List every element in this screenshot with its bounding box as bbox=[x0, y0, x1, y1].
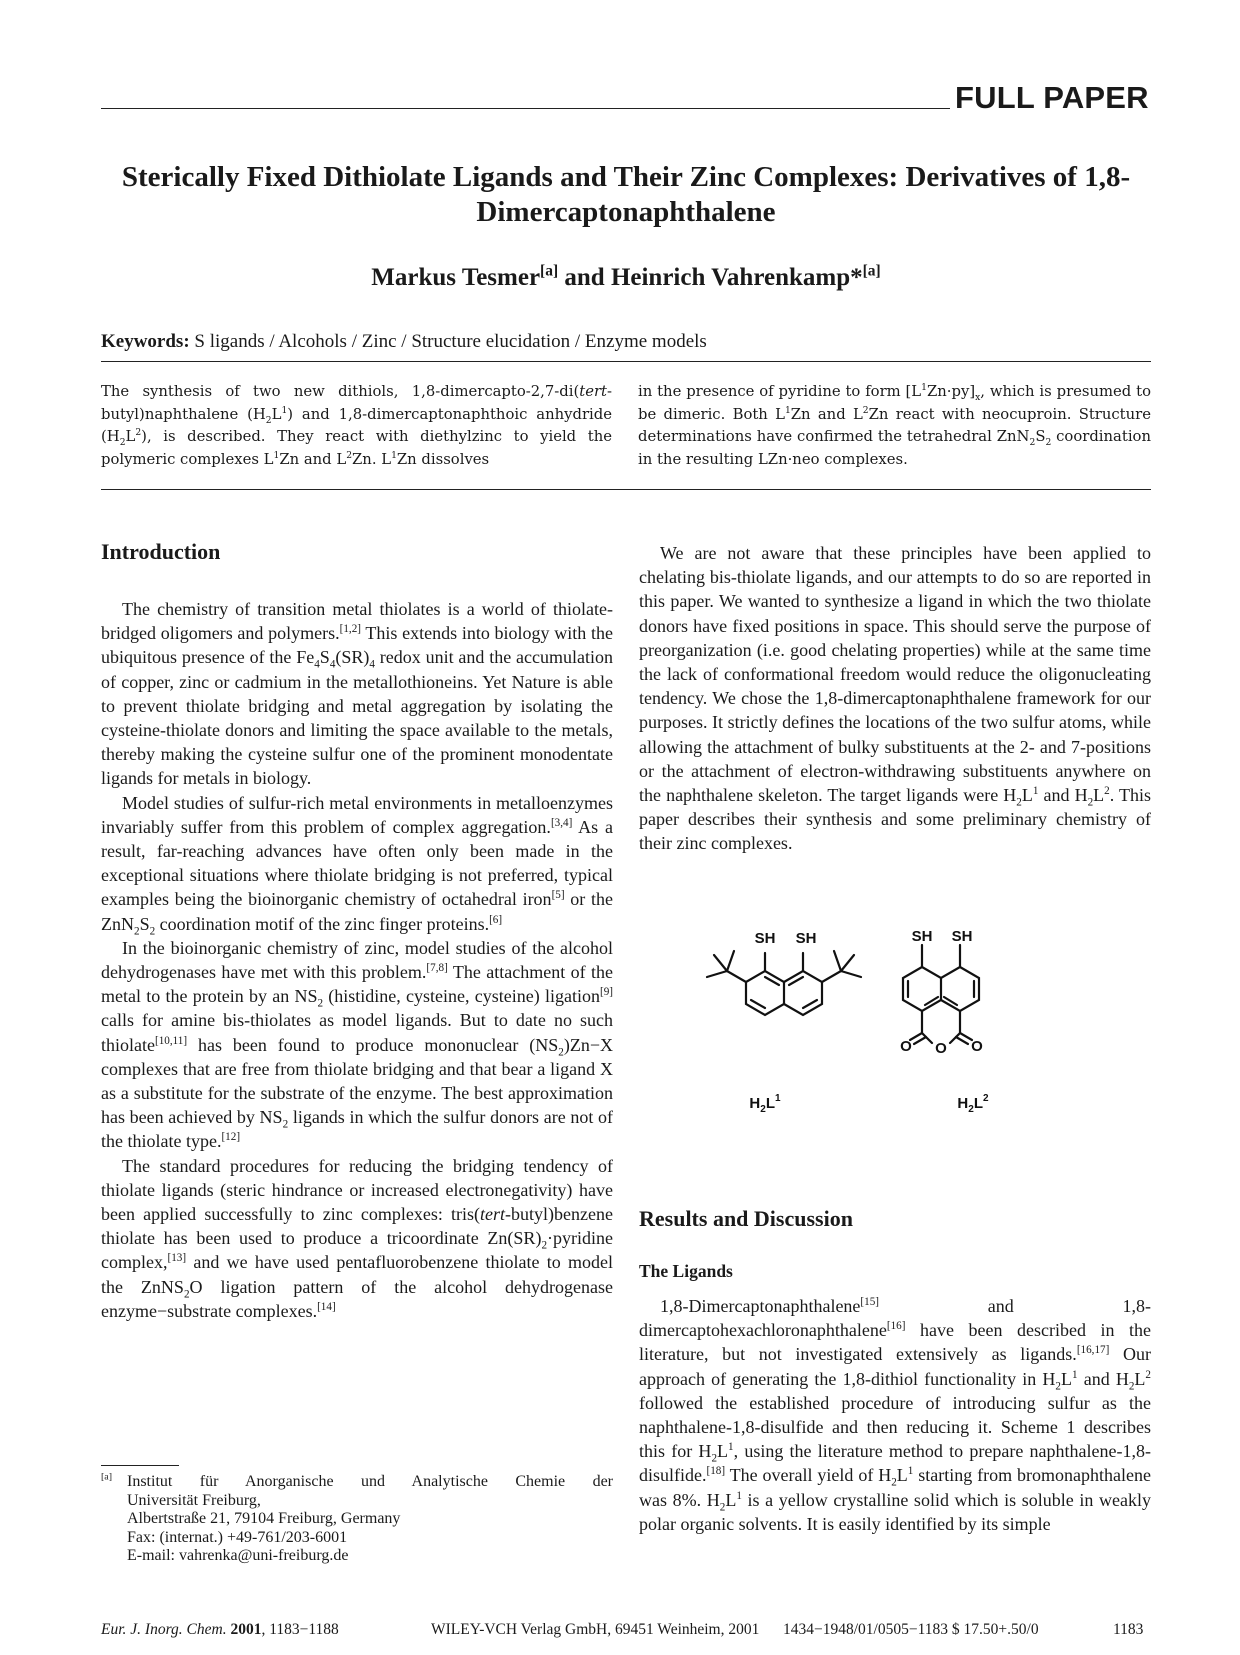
footnote-address: Albertstraße 21, 79104 Freiburg, Germany bbox=[127, 1510, 401, 1527]
section-label: FULL PAPER bbox=[955, 80, 1149, 115]
o-label: O bbox=[971, 1038, 983, 1055]
publisher: WILEY-VCH Verlag GmbH, 69451 Weinheim, 2001 bbox=[431, 1621, 760, 1638]
author-connector: and bbox=[558, 264, 611, 291]
abstract-right-column: in the presence of pyridine to form $[L^1Zn\cdot py]_x$, which is presumed to be dimeric. Both $L^1Zn$ and $L^2Zn$ react with neocuproin. Structure determinations have confirmed the tetrahedral $ZnN_2S_2$ coordination in the resulting LZn·neo complexes. bbox=[638, 382, 1151, 468]
ligand-1-label: $H_2L^1$ bbox=[749, 1093, 781, 1115]
author-2: Heinrich Vahrenkamp* bbox=[610, 264, 863, 291]
paper-title: Sterically Fixed Dithiolate Ligands and Their Zinc Complexes: Derivatives of 1,8-Dimercaptonaphthalene bbox=[121, 161, 1131, 228]
o-label: O bbox=[935, 1040, 947, 1057]
abstract-rule-top bbox=[101, 361, 1151, 362]
introduction-heading: Introduction bbox=[101, 539, 221, 564]
footnote-university: Universität Freiburg, bbox=[127, 1491, 261, 1509]
page-number: 1183 bbox=[1113, 1621, 1144, 1638]
journal-name: Eur. J. Inorg. Chem. bbox=[101, 1621, 227, 1638]
sh-label: SH bbox=[754, 930, 776, 947]
article-code: 1434−1948/01/0505−1183 $ 17.50+.50/0 bbox=[783, 1621, 1039, 1638]
journal-pages: , 1183−1188 bbox=[261, 1621, 339, 1638]
footnote-fax: Fax: (internat.) +49-761/203-6001 bbox=[127, 1528, 348, 1546]
ligand-structures-scheme bbox=[670, 915, 1140, 1125]
o-label: O bbox=[900, 1038, 912, 1055]
footnote-rule bbox=[101, 1465, 179, 1466]
author-2-affiliation: [a] bbox=[862, 262, 881, 280]
journal-citation bbox=[101, 1620, 339, 1640]
sh-label: SH bbox=[795, 930, 817, 947]
footnote-institute: Institut für Anorganische und Analytische Chemie der bbox=[127, 1473, 613, 1490]
keywords bbox=[101, 330, 1151, 354]
abstract-left-column: The synthesis of two new dithiols, 1,8-dimercapto-2,7-di(tert-butyl)naphthalene $(H_2L^1)$ and 1,8-dimercaptonaphthoic anhydride $(H_2L^2)$, is described. They react with diethylzinc to yield the polymeric complexes $L^1Zn$ and $L^2Zn$. $L^1Zn$ dissolves bbox=[101, 383, 612, 468]
journal-year: 2001 bbox=[230, 1621, 262, 1638]
paragraph: We are not aware that these principles have been applied to chelating bis-thiolate ligands, and our attempts to do so are reported in this paper. We wanted to synthesize a ligand in which the two thiolate donors have fixed positions in space. This should serve the purpose of preorganization (i.e. good chelating properties) while at the same time the lack of conformational freedom would reduce the oligonucleating tendency. We chose the 1,8-dimercaptonaphthalene framework for our purposes. It strictly defines the locations of the two sulfur atoms, while allowing the attachment of bulky substituents at the 2- and 7-positions or the attachment of electron-withdrawing substituents anywhere on the naphthalene skeleton. The target ligands were $H_2L^1$ and $H_2L^2$. This paper describes their synthesis and some preliminary chemistry of their zinc complexes. bbox=[639, 543, 1151, 854]
header-rule bbox=[101, 108, 950, 109]
ligands-subheading: The Ligands bbox=[639, 1261, 733, 1281]
author-1-affiliation: [a] bbox=[540, 262, 559, 280]
paragraph: In the bioinorganic chemistry of zinc, model studies of the alcohol dehydrogenases have met with this problem.[7,8] The attachment of the metal to the protein by an $NS_2$ (histidine, cysteine, cysteine) ligation[9] calls for amine bis-thiolates as model ligands. But to date no such thiolate[10,11] has been found to produce mononuclear $(NS_2)Zn-X$ complexes that are free from thiolate bridging and that bear a ligand X as a substitute for the substrate of the enzyme. The best approximation has been achieved by $NS_2$ ligands in which the sulfur donors are not of the thiolate type.[12] bbox=[101, 937, 613, 1152]
column-2-body bbox=[639, 541, 1151, 856]
keywords-text: S ligands / Alcohols / Zinc / Structure elucidation / Enzyme models bbox=[194, 331, 707, 352]
footnote-mark: [a] bbox=[101, 1471, 112, 1483]
keywords-label: Keywords: bbox=[101, 331, 190, 352]
author-1: Markus Tesmer bbox=[371, 264, 541, 291]
abstract-rule-bottom bbox=[101, 489, 1151, 490]
sh-label: SH bbox=[911, 928, 933, 945]
author-line bbox=[101, 263, 1151, 293]
footnote-email: E-mail: vahrenka@uni-freiburg.de bbox=[127, 1547, 349, 1564]
paragraph: 1,8-Dimercaptonaphthalene[15] and 1,8-dimercaptohexachloronaphthalene[16] have been described in the literature, but not investigated extensively as ligands.[16,17] Our approach of generating the 1,8-dithiol functionality in $H_2L^1$ and $H_2L^2$ followed the established procedure of introducing sulfur as the naphthalene-1,8-disulfide and then reducing it. Scheme 1 describes this for $H_2L^1$, using the literature method to prepare naphthalene-1,8-disulfide.[18] The overall yield of $H_2L^1$ starting from bromonaphthalene was 8%. $H_2L^1$ is a yellow crystalline solid which is soluble in weakly polar organic solvents. It is easily identified by its simple bbox=[639, 1296, 1152, 1534]
paragraph: The standard procedures for reducing the bridging tendency of thiolate ligands (steric hindrance or increased electronegativity) have been applied successfully to zinc complexes: tris(tert-butyl)benzene thiolate has been used to produce a tricoordinate $Zn(SR)_2\cdot pyridine$ complex,[13] and we have used pentafluorobenzene thiolate to model the ZnNS$_2$O ligation pattern of the alcohol dehydrogenase enzyme−substrate complexes.[14] bbox=[101, 1155, 614, 1321]
results-heading: Results and Discussion bbox=[639, 1206, 853, 1231]
ligand-2-label: $H_2L^2$ bbox=[957, 1093, 989, 1115]
introduction-body bbox=[101, 597, 613, 1323]
sh-label: SH bbox=[951, 928, 973, 945]
affiliation-footnote bbox=[101, 1473, 613, 1566]
paragraph: The chemistry of transition metal thiolates is a world of thiolate-bridged oligomers and polymers.[1,2] This extends into biology with the ubiquitous presence of the $Fe_4S_4(SR)_4$ redox unit and the accumulation of copper, zinc or cadmium in the metallothioneins. Yet Nature is able to prevent thiolate bridging and metal aggregation by isolating the cysteine-thiolate donors and limiting the space available to the metals, thereby making the cysteine sulfur one of the prominent monodentate ligands for metals in biology. bbox=[101, 599, 613, 789]
ligands-body bbox=[639, 1294, 1151, 1536]
paragraph: Model studies of sulfur-rich metal environments in metalloenzymes invariably suffer from this problem of complex aggregation.[3,4] As a result, far-reaching advances have often only been made in the exceptional situations where thiolate bridging is not preferred, typical examples being the bioinorganic chemistry of octahedral iron[5] or the $ZnN_2S_2$ coordination motif of the zinc finger proteins.[6] bbox=[101, 792, 614, 938]
